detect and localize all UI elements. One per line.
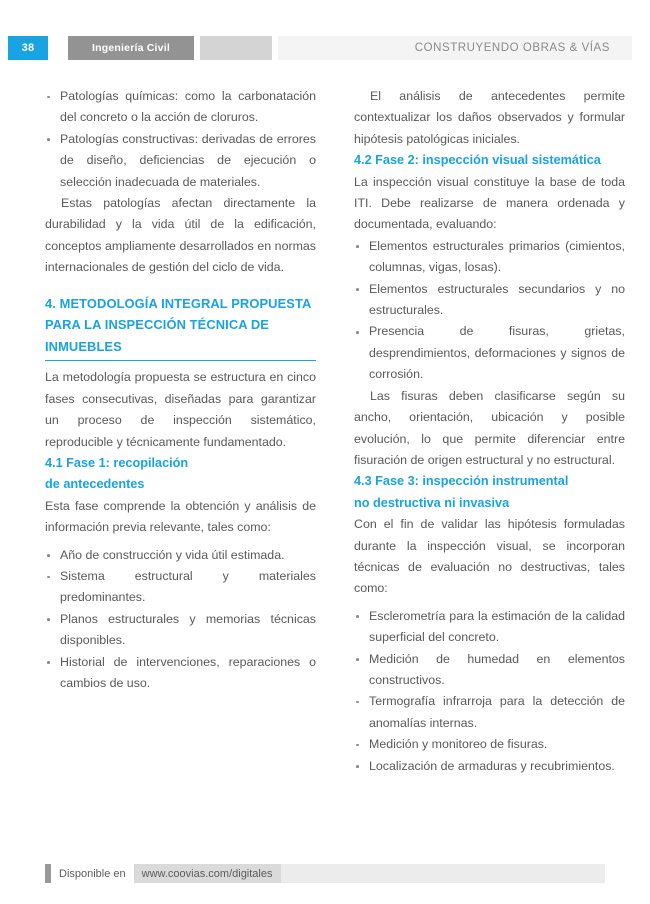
list-item-text: Localización de armaduras y recubrimientos. (369, 758, 615, 773)
list-item (354, 236, 625, 279)
list-item (354, 691, 625, 734)
right-paragraph-2: La inspección visual constituye la base de toda ITI. Debe realizarse de manera ordenada y documentada, evaluando: (354, 174, 625, 232)
right-bullet-list-bottom (354, 606, 625, 777)
publication-title: CONSTRUYENDO OBRAS & VÍAS (278, 36, 632, 60)
list-item (354, 649, 625, 692)
footer-fill (281, 864, 606, 883)
list-item-text: Medición de humedad en elementos constructivos. (369, 651, 625, 687)
left-paragraph-2: La metodología propuesta se estructura en cinco fases consecutivas, diseñadas para garantizar un proceso de inspección sistemático, reproducible y técnicamente fundamentado. (45, 370, 316, 449)
list-item-text: Patologías constructivas: derivadas de errores de diseño, deficiencias de ejecución o selección inadecuada de materiales. (60, 131, 316, 189)
page-header (0, 36, 650, 60)
footer-label: Disponible en (51, 864, 134, 883)
left-paragraph-1: Estas patologías afectan directamente la durabilidad y la vida útil de la edificación, conceptos ampliamente desarrollados en normas internacionales de gestión del ciclo de vida. (45, 196, 316, 275)
sub-heading-43-line1: 4.3 Fase 3: inspección instrumental (354, 474, 569, 489)
right-paragraph-4: Con el fin de validar las hipótesis formuladas durante la inspección visual, se incorporan técnicas de evaluación no destructivas, tales como: (354, 517, 625, 596)
right-bullet-list-top (354, 236, 625, 386)
sub-heading-43-line2: no destructiva ni invasiva (354, 495, 510, 510)
left-column (45, 86, 316, 777)
header-gray-block (200, 36, 272, 60)
sub-heading-42: 4.2 Fase 2: inspección visual sistemática (354, 153, 601, 168)
list-item (354, 734, 625, 755)
section-label: Ingeniería Civil (68, 36, 194, 60)
main-heading: 4. METODOLOGÍA INTEGRAL PROPUESTA PARA LA INSPECCIÓN TÉCNICA DE INMUEBLES (45, 295, 311, 355)
list-item-text: Historial de intervenciones, reparaciones o cambios de uso. (60, 654, 316, 691)
list-item-text: Patologías químicas: como la carbonatación del concreto o la acción de cloruros. (60, 89, 316, 125)
list-item (45, 652, 316, 695)
sub-heading-41-line1: 4.1 Fase 1: recopilación (45, 455, 189, 470)
list-item (45, 545, 316, 566)
content-columns (0, 86, 650, 777)
list-item-text: Elementos estructurales secundarios y no estructurales. (369, 281, 625, 318)
spacer (45, 279, 316, 293)
list-item (45, 129, 316, 193)
list-item-text: Año de construcción y vida útil estimada. (60, 547, 285, 562)
right-column (354, 86, 625, 777)
list-item-text: Elementos estructurales primarios (cimientos, columnas, vigas, losas). (369, 238, 625, 275)
list-item (45, 86, 316, 129)
list-item (354, 279, 625, 322)
right-paragraph-3: Las fisuras deben clasificarse según su ancho, orientación, ubicación y posible evolución, lo que permite diferenciar entre fisuración de origen estructural y no estructural. (354, 388, 625, 467)
list-item-text: Planos estructurales y memorias técnicas disponibles. (60, 611, 316, 648)
list-item (45, 566, 316, 609)
list-item-text: Presencia de fisuras, grietas, desprendimientos, deformaciones y signos de corrosión. (369, 324, 625, 382)
list-item (354, 321, 625, 385)
page-footer (45, 864, 605, 883)
list-item-text: Medición y monitoreo de fisuras. (369, 737, 548, 752)
left-bullet-list-bottom (45, 545, 316, 695)
sub-heading-41-line2: de antecedentes (45, 477, 145, 492)
footer-url[interactable]: www.coovias.com/digitales (134, 864, 281, 883)
page-number-badge: 38 (8, 36, 48, 60)
list-item (45, 609, 316, 652)
list-item-text: Termografía infrarroja para la detección de anomalías internas. (369, 694, 625, 730)
left-bullet-list-top (45, 86, 316, 193)
list-item-text: Sistema estructural y materiales predominantes. (60, 569, 316, 605)
list-item (354, 606, 625, 649)
list-item (354, 756, 625, 777)
left-paragraph-3: Esta fase comprende la obtención y análisis de información previa relevante, tales como: (45, 498, 316, 535)
list-item-text: Esclerometría para la estimación de la calidad superficial del concreto. (369, 608, 625, 645)
right-paragraph-1: El análisis de antecedentes permite contextualizar los daños observados y formular hipótesis patológicas iniciales. (354, 89, 625, 146)
